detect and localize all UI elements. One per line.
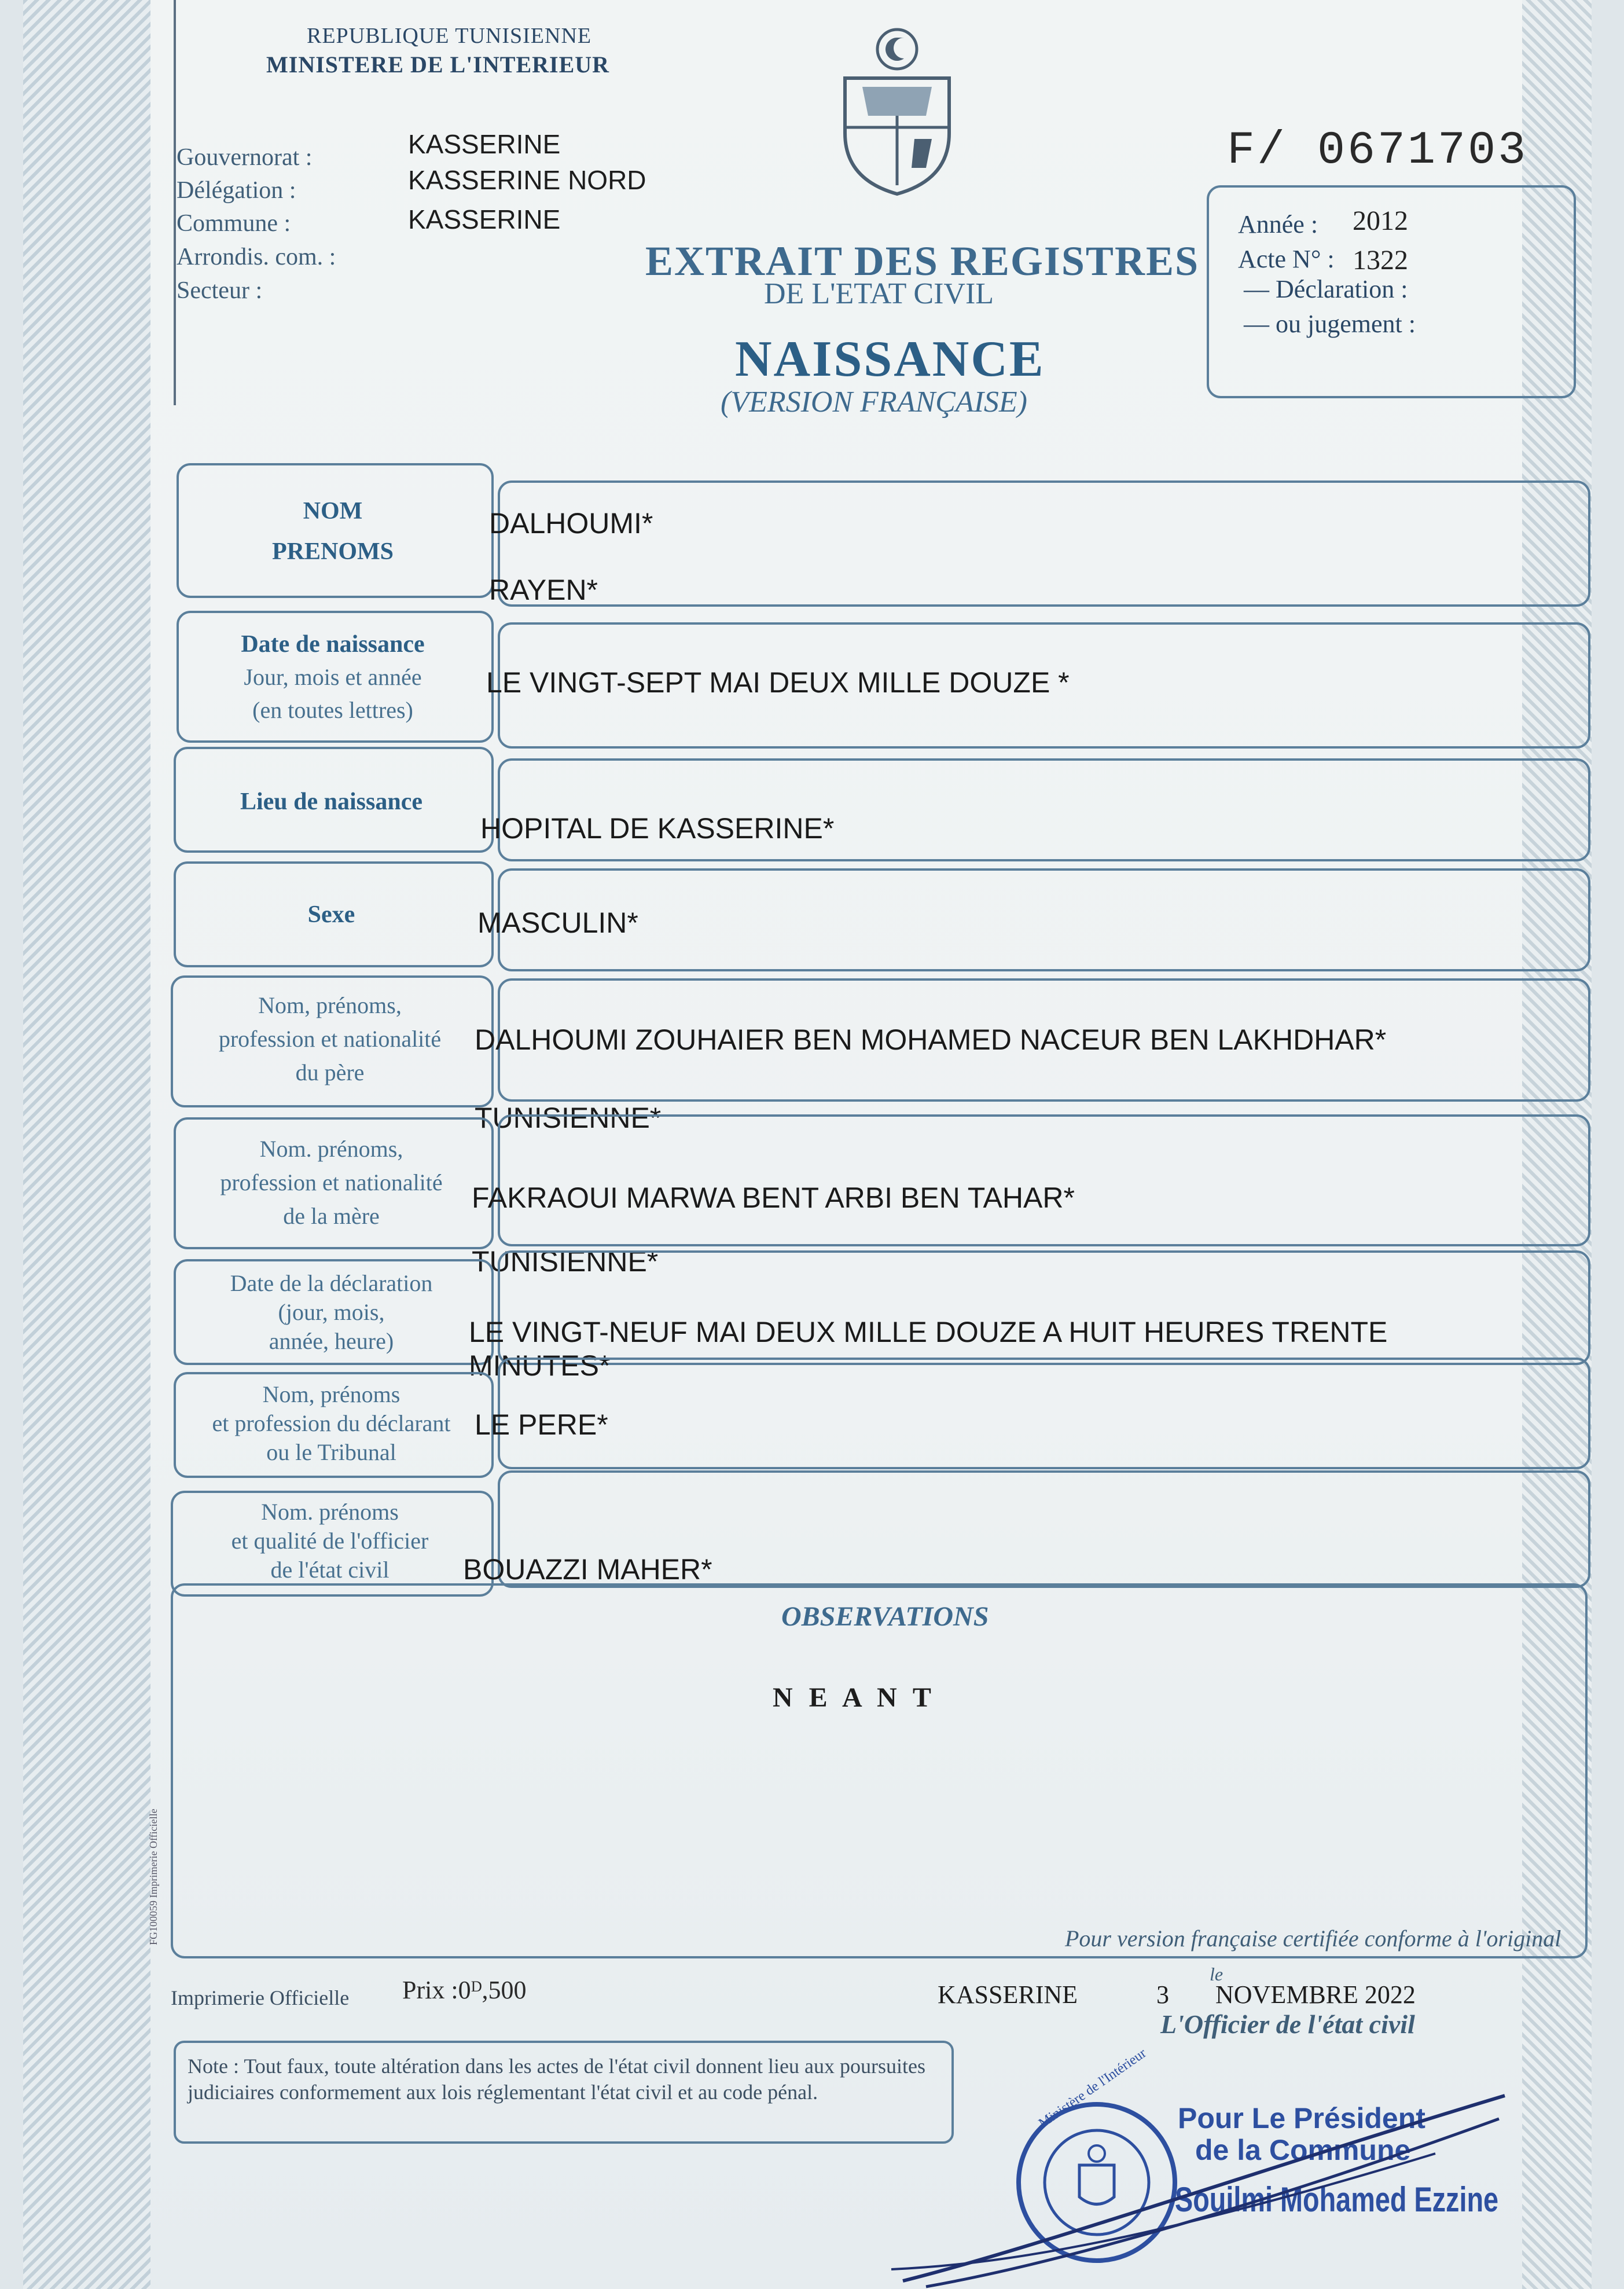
declaration-value-cont: MINUTES* [469,1349,611,1382]
mere-label3: de la mère [283,1203,380,1229]
observations-value: N E A N T [773,1682,936,1713]
certified-text: Pour version française certifiée conforme à l'original [1065,1925,1561,1951]
price-label: Prix :0ᴰ,500 [402,1976,527,2004]
stamp-text: Ministère de l'Intérieur [1036,2045,1149,2132]
pere-label1: Nom, prénoms, [258,992,402,1018]
commune-label: Commune : [177,210,291,237]
mere-label2: profession et nationalité [220,1169,443,1195]
secteur-label: Secteur : [177,277,263,304]
decl-label1: Date de la déclaration [230,1270,433,1296]
mere-value: FAKRAOUI MARWA BENT ARBI BEN TAHAR* [472,1182,1075,1214]
mere-nationality: TUNISIENNE* [472,1245,659,1278]
delegation-label: Délégation : [177,177,296,204]
lieu-value: HOPITAL DE KASSERINE* [480,812,835,845]
mere-label1: Nom. prénoms, [259,1136,403,1162]
label-box-nom [177,463,494,598]
printer-label: Imprimerie Officielle [171,1986,350,2009]
signature-name: Souilmi Mohamed Ezzine [1175,2180,1499,2219]
title-naissance: NAISSANCE [735,331,1045,387]
commune-value: KASSERINE [408,204,561,234]
value-box-sexe [498,868,1590,971]
act-info-box [1207,185,1576,398]
nom-label: NOM [303,498,363,524]
prenoms-label: PRENOMS [272,538,394,565]
signature-line2: de la Commune [1195,2134,1411,2166]
observations-box [171,1583,1588,1958]
declaration-value: LE VINGT-NEUF MAI DEUX MILLE DOUZE A HUIT HEURES TRENTE [469,1316,1388,1348]
acte-label: Acte N° : [1238,245,1335,273]
day-value: 3 [1156,1980,1169,2009]
title-version: (VERSION FRANÇAISE) [721,386,1027,419]
value-box-nom [498,480,1590,607]
header-divider [174,0,176,405]
republic-label: REPUBLIQUE TUNISIENNE [307,24,592,48]
jugement-label: — ou jugement : [1244,310,1416,338]
declaration-label: — Déclaration : [1244,275,1408,303]
delegation-value: KASSERINE NORD [408,165,646,195]
acte-value: 1322 [1353,245,1408,276]
sexe-label: Sexe [307,901,355,928]
arrondis-label: Arrondis. com. : [177,244,336,270]
annee-value: 2012 [1353,206,1408,236]
officer-title: L'Officier de l'état civil [1160,2009,1415,2039]
declarant-label3: ou le Tribunal [266,1439,396,1465]
observations-title: OBSERVATIONS [781,1601,989,1632]
le-label: le [1210,1964,1223,1984]
officier-label3: de l'état civil [270,1557,390,1583]
officier-label2: et qualité de l'officier [231,1528,429,1554]
dob-value: LE VINGT-SEPT MAI DEUX MILLE DOUZE * [486,666,1070,699]
title-etat-civil: DE L'ETAT CIVIL [764,277,994,310]
value-box-lieu [498,758,1590,861]
value-box-declarant [498,1358,1590,1469]
annee-label: Année : [1238,210,1318,239]
legal-note: Note : Tout faux, toute altération dans les actes de l'état civil donnent lieu aux poursuites judiciaires conformement aux lois réglementant l'état civil et au code pénal. [188,2055,925,2104]
pere-label2: profession et nationalité [218,1026,442,1052]
serial-number: F/ 0671703 [1227,124,1529,177]
title-extrait: EXTRAIT DES REGISTRES [645,238,1200,284]
pere-value: DALHOUMI ZOUHAIER BEN MOHAMED NACEUR BEN LAKHDHAR* [475,1024,1387,1056]
dob-label: Date de naissance [241,631,425,658]
signature-line1: Pour Le Président [1178,2102,1425,2134]
printer-side-code: FG100059 Imprimerie Officielle [148,1809,159,1945]
dob-sublabel1: Jour, mois et année [244,664,422,690]
declarant-value: LE PERE* [475,1408,608,1441]
prenoms-value: RAYEN* [489,574,598,606]
gouvernorat-value: KASSERINE [408,129,561,159]
decl-label2: (jour, mois, [278,1299,385,1325]
place-value: KASSERINE [938,1980,1078,2009]
pere-label3: du père [295,1059,365,1085]
note-box [174,2041,954,2144]
declarant-label1: Nom, prénoms [262,1381,401,1407]
value-box-mere [498,1114,1590,1246]
lieu-label: Lieu de naissance [240,788,423,815]
pere-nationality: TUNISIENNE* [475,1102,662,1134]
sexe-value: MASCULIN* [477,907,638,939]
gouvernorat-label: Gouvernorat : [177,144,313,171]
decl-label3: année, heure) [269,1328,394,1354]
ministry-label: MINISTERE DE L'INTERIEUR [266,52,610,78]
declarant-label2: et profession du déclarant [212,1410,451,1436]
signature-scribble-icon [868,2072,1516,2289]
coat-of-arms-icon [828,23,967,197]
officier-value: BOUAZZI MAHER* [463,1553,712,1586]
guilloche-border-left [23,0,150,2289]
nom-value: DALHOUMI* [489,507,653,540]
dob-sublabel2: (en toutes lettres) [252,697,413,723]
officier-label1: Nom. prénoms [261,1499,399,1525]
date-value: NOVEMBRE 2022 [1215,1980,1416,2009]
